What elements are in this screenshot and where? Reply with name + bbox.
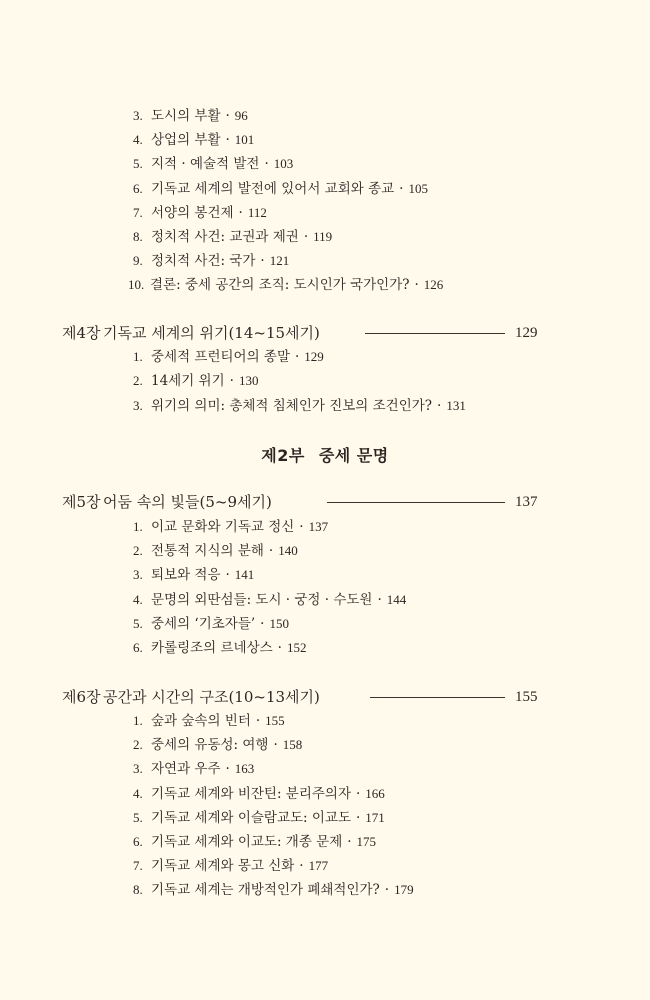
- part-heading: [0, 443, 650, 466]
- chapter-label: 제5장: [62, 493, 101, 511]
- separator-dot: ·: [414, 277, 419, 293]
- entry-title: 퇴보와 적응: [151, 567, 221, 583]
- chapter-5-heading: [0, 489, 650, 515]
- entry-page-number: 140: [278, 543, 298, 558]
- chapter-title: 어둠 속의 빛들(5~9세기): [103, 493, 272, 511]
- separator-dot: ·: [303, 229, 309, 245]
- toc-entry: [0, 128, 650, 152]
- entry-title: 기독교 세계와 이교도: 개종 문제: [151, 834, 343, 850]
- entry-number: 2.: [133, 737, 143, 752]
- separator-dot: ·: [347, 834, 352, 850]
- toc-entry: [0, 757, 650, 781]
- entry-number: 7.: [133, 205, 143, 220]
- chapter-6-heading: [0, 684, 650, 710]
- entry-page-number: 166: [365, 786, 385, 801]
- entry-title: 정치적 사건: 국가: [151, 253, 256, 269]
- separator-dot: ·: [238, 205, 243, 221]
- entry-title: 중세적 프런티어의 종말: [151, 349, 290, 365]
- toc-entry: [0, 394, 650, 418]
- toc-entry: [0, 104, 650, 128]
- entry-page-number: 103: [273, 156, 294, 171]
- entry-title: 위기의 의미: 총체적 침체인가 진보의 조건인가?: [151, 398, 433, 414]
- entry-number: 10.: [128, 277, 145, 292]
- part-label: 제2부: [261, 446, 305, 465]
- separator-dot: ·: [225, 132, 230, 148]
- separator-dot: ·: [356, 786, 361, 802]
- chapter-title: 공간과 시간의 구조(10~13세기): [103, 688, 320, 706]
- entry-number: 5.: [133, 156, 143, 171]
- entry-number: 9.: [133, 253, 143, 268]
- leader-line: [327, 502, 505, 503]
- toc-entry: [0, 152, 650, 176]
- separator-dot: ·: [273, 737, 278, 753]
- separator-dot: ·: [399, 181, 404, 197]
- entry-number: 1.: [133, 713, 143, 728]
- separator-dot: ·: [229, 373, 234, 389]
- chapter-page-number: 155: [515, 689, 538, 705]
- separator-dot: ·: [225, 761, 230, 777]
- toc-entry: [0, 563, 650, 587]
- toc-entry: [0, 249, 650, 273]
- entry-page-number: 171: [365, 810, 385, 825]
- entry-number: 7.: [133, 858, 143, 873]
- separator-dot: ·: [225, 108, 230, 124]
- entry-page-number: 152: [286, 640, 307, 655]
- entry-number: 6.: [133, 834, 143, 849]
- entry-page-number: 101: [234, 132, 255, 147]
- entry-title: 이교 문화와 기독교 정신: [151, 519, 295, 535]
- toc-entry: [0, 612, 650, 636]
- entry-number: 8.: [133, 882, 143, 897]
- entry-page-number: 130: [238, 373, 259, 388]
- entry-page-number: 155: [265, 713, 285, 728]
- entry-number: 8.: [133, 229, 143, 244]
- entry-title: 결론: 중세 공간의 조직: 도시인가 국가인가?: [150, 277, 410, 293]
- entry-page-number: 137: [308, 519, 329, 534]
- toc-entry: [0, 878, 650, 902]
- entry-title: 기독교 세계는 개방적인가 폐쇄적인가?: [151, 882, 380, 898]
- separator-dot: ·: [260, 616, 265, 632]
- toc-entry: [0, 345, 650, 369]
- entry-page-number: 126: [423, 277, 444, 292]
- separator-dot: ·: [384, 882, 390, 898]
- entry-page-number: 129: [304, 349, 324, 364]
- entry-title: 자연과 우주: [151, 761, 221, 777]
- entry-page-number: 163: [234, 761, 255, 776]
- entry-title: 문명의 외딴섬들: 도시 · 궁정 · 수도원: [151, 592, 373, 608]
- entry-number: 4.: [133, 786, 143, 801]
- entry-page-number: 131: [446, 398, 466, 413]
- entry-number: 6.: [133, 181, 143, 196]
- entry-title: 도시의 부활: [151, 108, 221, 124]
- toc-entry: [0, 830, 650, 854]
- separator-dot: ·: [295, 349, 300, 365]
- entry-number: 2.: [133, 543, 143, 558]
- separator-dot: ·: [277, 640, 282, 656]
- entry-title: 중세의 유동성: 여행: [151, 737, 269, 753]
- toc-entry: [0, 225, 650, 249]
- entry-page-number: 144: [386, 592, 407, 607]
- entry-page-number: 141: [234, 567, 255, 582]
- entry-page-number: 112: [247, 205, 267, 220]
- entry-title: 숲과 숲속의 빈터: [151, 713, 251, 729]
- leader-line: [365, 333, 505, 334]
- entry-title: 기독교 세계의 발전에 있어서 교회와 종교: [151, 181, 395, 197]
- toc-entry: [0, 709, 650, 733]
- entry-title: 기독교 세계와 몽고 신화: [151, 858, 295, 874]
- entry-number: 1.: [133, 349, 143, 364]
- entry-title: 정치적 사건: 교권과 제권: [151, 229, 299, 245]
- toc-entry: [0, 854, 650, 878]
- leader-line: [370, 697, 505, 698]
- chapter-4-heading: [0, 320, 650, 346]
- separator-dot: ·: [377, 592, 382, 608]
- entry-number: 4.: [133, 132, 143, 147]
- chapter-page-number: 137: [515, 494, 538, 510]
- entry-page-number: 150: [269, 616, 289, 631]
- entry-title: 기독교 세계와 비잔틴: 분리주의자: [151, 786, 351, 802]
- entry-number: 6.: [133, 640, 143, 655]
- entry-number: 5.: [133, 616, 143, 631]
- entry-page-number: 105: [408, 181, 428, 196]
- entry-page-number: 177: [308, 858, 329, 873]
- separator-dot: ·: [225, 567, 230, 583]
- separator-dot: ·: [260, 253, 265, 269]
- separator-dot: ·: [299, 519, 304, 535]
- entry-page-number: 158: [282, 737, 303, 752]
- entry-title: 카롤링조의 르네상스: [151, 640, 273, 656]
- entry-title: 지적 · 예술적 발전: [151, 156, 260, 172]
- toc-entry: [0, 369, 650, 393]
- toc-entry: [0, 733, 650, 757]
- entry-page-number: 119: [313, 229, 333, 244]
- separator-dot: ·: [264, 156, 269, 172]
- separator-dot: ·: [437, 398, 442, 414]
- toc-entry: [0, 636, 650, 660]
- separator-dot: ·: [268, 543, 274, 559]
- chapter-title: 기독교 세계의 위기(14~15세기): [103, 324, 320, 342]
- entry-number: 5.: [133, 810, 143, 825]
- toc-entry: [0, 806, 650, 830]
- entry-number: 1.: [133, 519, 143, 534]
- separator-dot: ·: [356, 810, 361, 826]
- toc-entry: [0, 782, 650, 806]
- toc-entry: [0, 515, 650, 539]
- entry-title: 14세기 위기: [151, 373, 225, 389]
- entry-number: 3.: [133, 398, 143, 413]
- separator-dot: ·: [299, 858, 304, 874]
- entry-number: 3.: [133, 108, 143, 123]
- entry-title: 기독교 세계와 이슬람교도: 이교도: [151, 810, 351, 826]
- entry-title: 상업의 부활: [151, 132, 221, 148]
- entry-page-number: 121: [269, 253, 290, 268]
- part-title: 중세 문명: [318, 446, 389, 465]
- separator-dot: ·: [255, 713, 261, 729]
- toc-entry: [0, 177, 650, 201]
- entry-number: 3.: [133, 567, 143, 582]
- toc-entry: [0, 201, 650, 225]
- entry-number: 2.: [133, 373, 143, 388]
- entry-page-number: 175: [356, 834, 377, 849]
- toc-entry: [0, 273, 650, 297]
- entry-page-number: 179: [394, 882, 414, 897]
- entry-title: 서양의 봉건제: [151, 205, 234, 221]
- entry-title: 중세의 ‘기초자들’: [151, 616, 256, 632]
- toc-entry: [0, 588, 650, 612]
- chapter-page-number: 129: [515, 325, 538, 341]
- entry-number: 3.: [133, 761, 143, 776]
- chapter-label: 제6장: [62, 688, 101, 706]
- entry-page-number: 96: [234, 108, 248, 123]
- toc-entry: [0, 539, 650, 563]
- chapter-label: 제4장: [62, 324, 101, 342]
- entry-number: 4.: [133, 592, 143, 607]
- entry-title: 전통적 지식의 분해: [151, 543, 264, 559]
